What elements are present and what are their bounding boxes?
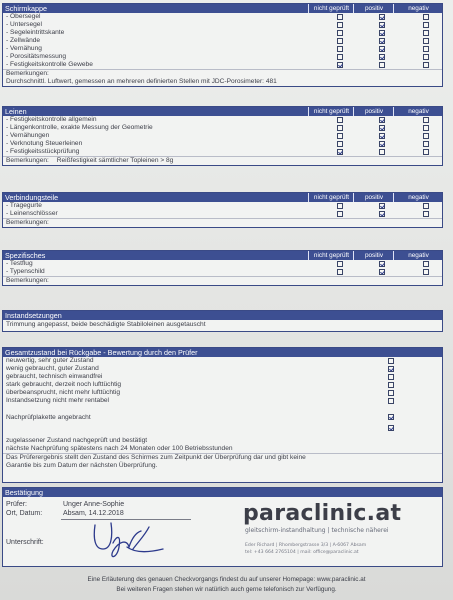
plakette-label: Nachprüfplakette angebracht bbox=[6, 414, 91, 421]
column-positive: positiv bbox=[353, 4, 394, 13]
positive-checkbox[interactable] bbox=[379, 125, 385, 131]
negative-checkbox[interactable] bbox=[423, 117, 429, 123]
column-not-checked: nicht geprüft bbox=[308, 193, 354, 202]
zugelassen-row bbox=[3, 429, 442, 437]
company-logo: paraclinic.at bbox=[243, 501, 402, 526]
condition-row bbox=[3, 357, 442, 365]
footer-line-2: Bei weiteren Fragen stehen wir natürlich auch gerne telefonisch zur Verfügung. bbox=[116, 586, 337, 593]
negative-checkbox[interactable] bbox=[423, 22, 429, 28]
positive-checkbox[interactable] bbox=[379, 46, 385, 52]
company-address: Eder Richard | Rhombergstrasse 3/3 | A-6067 Absam bbox=[245, 543, 367, 548]
not-checked-checkbox[interactable] bbox=[337, 211, 343, 217]
disclaimer-line-2: Garantie bis zum Datum der nächsten Überprüfung. bbox=[6, 462, 158, 469]
check-item-row bbox=[3, 116, 442, 124]
check-item-label: - Untersegel bbox=[6, 21, 42, 28]
not-checked-checkbox[interactable] bbox=[337, 203, 343, 209]
not-checked-checkbox[interactable] bbox=[337, 38, 343, 44]
not-checked-checkbox[interactable] bbox=[337, 30, 343, 36]
positive-checkbox[interactable] bbox=[379, 203, 385, 209]
column-negative: negativ bbox=[393, 4, 443, 13]
section-header bbox=[3, 4, 442, 13]
pruefer-label: Prüfer: bbox=[6, 501, 28, 508]
check-item-label: - Verknotung Steuerleinen bbox=[6, 140, 83, 147]
check-item-row bbox=[3, 13, 442, 21]
check-item-label: - Zellwände bbox=[6, 37, 41, 44]
condition-label: wenig gebraucht, guter Zustand bbox=[6, 365, 99, 372]
section-title: Bestätigung bbox=[5, 488, 43, 497]
condition-checkbox[interactable] bbox=[388, 358, 394, 364]
check-item-row bbox=[3, 260, 442, 268]
negative-checkbox[interactable] bbox=[423, 261, 429, 267]
negative-checkbox[interactable] bbox=[423, 149, 429, 155]
section-title: Schirmkappe bbox=[5, 4, 47, 13]
remarks-row bbox=[3, 156, 442, 165]
section-leinen bbox=[2, 106, 443, 166]
condition-label: neuwertig, sehr guter Zustand bbox=[6, 357, 94, 364]
condition-row bbox=[3, 373, 442, 381]
column-positive: positiv bbox=[353, 193, 394, 202]
condition-row bbox=[3, 381, 442, 389]
check-item-row bbox=[3, 53, 442, 61]
condition-row bbox=[3, 365, 442, 373]
plakette-row bbox=[3, 414, 442, 422]
remarks-text: Reißfestigkeit sämtlicher Topleinen > 8g bbox=[56, 157, 174, 164]
company-tagline: gleitschirm-instandhaltung | technische näherei bbox=[245, 527, 389, 534]
company-contact: tel: +43 664 2765104 | mail: office@paraclinic.at bbox=[245, 550, 359, 555]
section-header bbox=[3, 488, 442, 497]
positive-checkbox[interactable] bbox=[379, 54, 385, 60]
positive-checkbox[interactable] bbox=[379, 269, 385, 275]
pruefer-row bbox=[6, 500, 27, 509]
check-item-row bbox=[3, 61, 442, 69]
column-positive: positiv bbox=[353, 251, 394, 260]
remarks-label: Bemerkungen: bbox=[6, 157, 49, 164]
section-header bbox=[3, 193, 442, 202]
condition-label: überbeansprucht, nicht mehr lufttüchtig bbox=[6, 389, 120, 396]
condition-checkbox[interactable] bbox=[388, 398, 394, 404]
section-verbindungsteile bbox=[2, 192, 443, 228]
condition-checkbox[interactable] bbox=[388, 374, 394, 380]
remarks-text: Durchschnittl. Luftwert, gemessen an mehreren definierten Stellen mit JDC-Porosimeter: 481 bbox=[6, 78, 277, 85]
section-title: Verbindungsteile bbox=[5, 193, 59, 202]
next-inspection-note: nächste Nachprüfung spätestens nach 24 Monaten oder 100 Betriebsstunden bbox=[6, 445, 233, 452]
check-item-row bbox=[3, 202, 442, 210]
check-item-row bbox=[3, 210, 442, 218]
check-item-row bbox=[3, 29, 442, 37]
check-items bbox=[3, 116, 442, 156]
condition-row bbox=[3, 389, 442, 397]
section-bestaetigung bbox=[2, 487, 443, 567]
positive-checkbox[interactable] bbox=[379, 38, 385, 44]
check-item-label: - Obersegel bbox=[6, 13, 41, 20]
condition-checkbox[interactable] bbox=[388, 382, 394, 388]
check-items bbox=[3, 13, 442, 69]
check-item-label: - Festigkeitskontrolle Gewebe bbox=[6, 61, 93, 68]
check-items bbox=[3, 260, 442, 276]
ort-value: Absam, 14.12.2018 bbox=[63, 510, 124, 517]
check-item-row bbox=[3, 132, 442, 140]
negative-checkbox[interactable] bbox=[423, 54, 429, 60]
not-checked-checkbox[interactable] bbox=[337, 141, 343, 147]
check-item-row bbox=[3, 37, 442, 45]
negative-checkbox[interactable] bbox=[423, 38, 429, 44]
remarks-row bbox=[3, 69, 442, 78]
not-checked-checkbox[interactable] bbox=[337, 46, 343, 52]
check-item-row bbox=[3, 268, 442, 276]
zugelassen-checkbox[interactable] bbox=[388, 425, 394, 431]
not-checked-checkbox[interactable] bbox=[337, 117, 343, 123]
remarks-label: Bemerkungen: bbox=[6, 70, 49, 77]
remarks-row bbox=[3, 276, 442, 285]
check-item-label: - Testflug bbox=[6, 260, 33, 267]
condition-items bbox=[3, 357, 442, 405]
positive-checkbox[interactable] bbox=[379, 133, 385, 139]
negative-checkbox[interactable] bbox=[423, 14, 429, 20]
positive-checkbox[interactable] bbox=[379, 117, 385, 123]
negative-checkbox[interactable] bbox=[423, 46, 429, 52]
negative-checkbox[interactable] bbox=[423, 125, 429, 131]
section-spezifisches bbox=[2, 250, 443, 286]
remarks-label: Bemerkungen: bbox=[6, 219, 49, 226]
section-header bbox=[3, 348, 442, 357]
check-item-label: - Tragegurte bbox=[6, 202, 42, 209]
positive-checkbox[interactable] bbox=[379, 22, 385, 28]
check-item-label: - Vernähung bbox=[6, 45, 42, 52]
column-negative: negativ bbox=[393, 193, 443, 202]
column-negative: negativ bbox=[393, 107, 443, 116]
negative-checkbox[interactable] bbox=[423, 211, 429, 217]
section-instandsetzungen bbox=[2, 310, 443, 332]
check-item-row bbox=[3, 21, 442, 29]
not-checked-checkbox[interactable] bbox=[337, 149, 343, 155]
not-checked-checkbox[interactable] bbox=[337, 54, 343, 60]
section-title: Spezifisches bbox=[5, 251, 46, 260]
check-item-label: - Längenkontrolle, exakte Messung der Geometrie bbox=[6, 124, 153, 131]
column-negative: negativ bbox=[393, 251, 443, 260]
check-item-row bbox=[3, 140, 442, 148]
column-not-checked: nicht geprüft bbox=[308, 107, 354, 116]
plakette-checkbox[interactable] bbox=[388, 414, 394, 420]
column-positive: positiv bbox=[353, 107, 394, 116]
positive-checkbox[interactable] bbox=[379, 62, 385, 68]
check-item-label: - Festigkeitskontrolle allgemein bbox=[6, 116, 97, 123]
section-title: Instandsetzungen bbox=[5, 311, 62, 320]
positive-checkbox[interactable] bbox=[379, 211, 385, 217]
check-item-label: - Festigkeitsstückprüfung bbox=[6, 148, 80, 155]
not-checked-checkbox[interactable] bbox=[337, 125, 343, 131]
section-header bbox=[3, 311, 442, 320]
section-header bbox=[3, 107, 442, 116]
positive-checkbox[interactable] bbox=[379, 149, 385, 155]
check-item-label: - Vernähungen bbox=[6, 132, 50, 139]
check-item-row bbox=[3, 148, 442, 156]
condition-label: gebraucht, technisch einwandfrei bbox=[6, 373, 103, 380]
condition-row bbox=[3, 397, 442, 405]
positive-checkbox[interactable] bbox=[379, 30, 385, 36]
not-checked-checkbox[interactable] bbox=[337, 133, 343, 139]
check-item-label: - Segeleintrittskante bbox=[6, 29, 65, 36]
not-checked-checkbox[interactable] bbox=[337, 62, 343, 68]
check-item-row bbox=[3, 45, 442, 53]
pruefer-value: Unger Anne-Sophie bbox=[63, 501, 125, 508]
section-gesamtzustand bbox=[2, 347, 443, 483]
check-items bbox=[3, 202, 442, 218]
remarks-row bbox=[3, 218, 442, 227]
condition-label: Instandsetzung nicht mehr rentabel bbox=[6, 397, 109, 404]
footer-line-1: Eine Erläuterung des genauen Checkvorgangs findest du auf unserer Homepage: www.paraclinic.at bbox=[87, 576, 366, 583]
zugelassen-label: zugelassener Zustand nachgeprüft und bestätigt bbox=[6, 437, 148, 444]
condition-checkbox[interactable] bbox=[388, 390, 394, 396]
positive-checkbox[interactable] bbox=[379, 14, 385, 20]
not-checked-checkbox[interactable] bbox=[337, 269, 343, 275]
negative-checkbox[interactable] bbox=[423, 62, 429, 68]
condition-label: stark gebraucht, derzeit noch lufttüchtig bbox=[6, 381, 122, 388]
signature-graphic bbox=[89, 513, 179, 561]
unterschrift-label: Unterschrift: bbox=[6, 539, 44, 546]
section-title: Gesamtzustand bei Rückgabe - Bewertung durch den Prüfer bbox=[5, 348, 198, 357]
check-item-label: - Typenschild bbox=[6, 268, 45, 275]
disclaimer-line-1: Das Prüferergebnis stellt den Zustand des Schirmes zum Zeitpunkt der Überprüfung dar und gibt keine bbox=[3, 453, 442, 462]
not-checked-checkbox[interactable] bbox=[337, 261, 343, 267]
check-item-label: - Porositätsmessung bbox=[6, 53, 67, 60]
section-header bbox=[3, 251, 442, 260]
remarks-label: Bemerkungen: bbox=[6, 277, 49, 284]
column-not-checked: nicht geprüft bbox=[308, 4, 354, 13]
section-title: Leinen bbox=[5, 107, 27, 116]
negative-checkbox[interactable] bbox=[423, 133, 429, 139]
instandsetzungen-text: Trimmung angepasst, beide beschädigte Stabiloleinen ausgetauscht bbox=[6, 321, 206, 328]
not-checked-checkbox[interactable] bbox=[337, 22, 343, 28]
not-checked-checkbox[interactable] bbox=[337, 14, 343, 20]
column-not-checked: nicht geprüft bbox=[308, 251, 354, 260]
positive-checkbox[interactable] bbox=[379, 141, 385, 147]
negative-checkbox[interactable] bbox=[423, 203, 429, 209]
positive-checkbox[interactable] bbox=[379, 261, 385, 267]
condition-checkbox[interactable] bbox=[388, 366, 394, 372]
check-item-row bbox=[3, 124, 442, 132]
negative-checkbox[interactable] bbox=[423, 141, 429, 147]
negative-checkbox[interactable] bbox=[423, 269, 429, 275]
negative-checkbox[interactable] bbox=[423, 30, 429, 36]
check-item-label: - Leinenschlösser bbox=[6, 210, 58, 217]
section-schirmkappe bbox=[2, 3, 443, 87]
ort-label: Ort, Datum: bbox=[6, 510, 43, 517]
